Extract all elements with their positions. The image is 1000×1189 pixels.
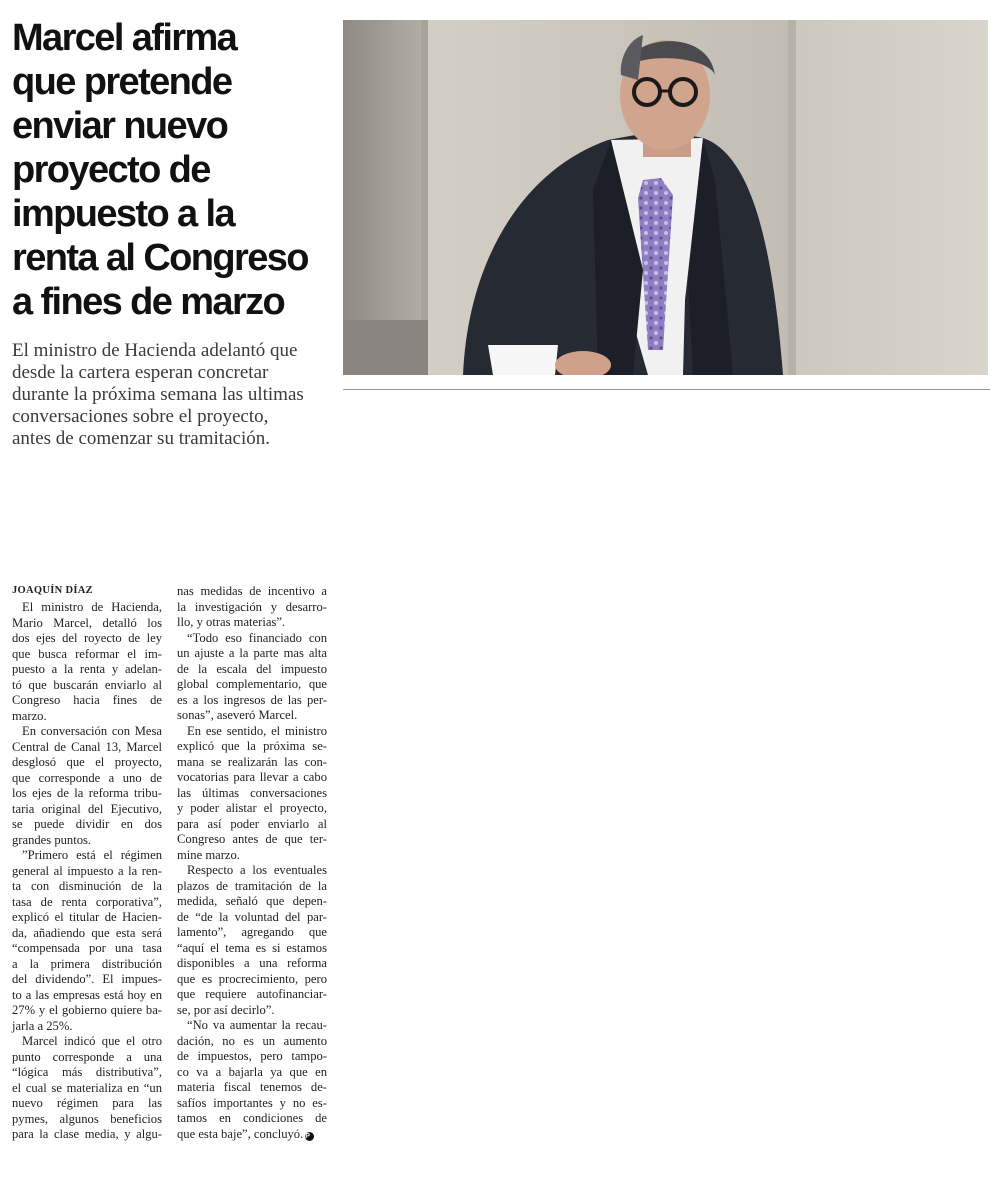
body-line: que busca reformar el im-: [12, 646, 162, 661]
subtitle-line: conversaciones sobre el proyecto,: [12, 406, 269, 427]
body-line: Congreso hacia fines de: [12, 693, 162, 707]
body-line: En ese sentido, el ministro: [187, 723, 327, 738]
body-line: dos ejes del royecto de ley: [12, 631, 162, 645]
body-line: que es procrecimiento, pero: [177, 971, 327, 986]
body-line: sonas”, aseveró Marcel.: [177, 708, 298, 722]
body-line: global complementario, que: [177, 677, 327, 691]
body-column-1: [12, 600, 162, 1143]
body-line: Respecto a los eventuales: [187, 863, 327, 877]
headline-line: proyecto de: [12, 149, 210, 191]
body-line: ”Primero está el régimen: [22, 848, 162, 862]
end-of-article-icon: P: [305, 1132, 314, 1141]
body-line: nas medidas de incentivo a: [177, 584, 327, 598]
body-line: pymes, algunos beneficios: [12, 1111, 162, 1126]
body-line: 27% y el gobierno quiere ba-: [12, 1003, 162, 1017]
body-line: da, añadiendo que esta será: [12, 925, 162, 940]
body-line: es a los ingresos de las per-: [177, 692, 327, 707]
body-line: co va a bajarla ya que en: [177, 1064, 327, 1079]
body-line: medida, señaló que depen-: [177, 894, 327, 908]
body-line: Marcel indicó que el otro: [22, 1034, 162, 1048]
subtitle-line: desde la cartera esperan concretar: [12, 362, 269, 383]
body-line: tó que buscarán enviarlo al: [12, 677, 162, 692]
headline-line: enviar nuevo: [12, 105, 228, 147]
body-line: El ministro de Hacienda,: [22, 600, 162, 614]
body-line: Congreso antes de que ter-: [177, 832, 327, 846]
section-divider: [343, 389, 990, 390]
body-line: jarla a 25%.: [12, 1018, 73, 1033]
body-line: que requiere autofinanciar-: [177, 987, 327, 1001]
body-line: puesto a la renta y adelan-: [12, 662, 162, 676]
headline-line: Marcel afirma: [12, 17, 237, 59]
body-line: se, por así decirlo”.: [177, 1002, 275, 1017]
body-line: para así poder enviarlo al: [177, 816, 327, 831]
body-line: el cual se materializa en “un: [12, 1080, 162, 1095]
body-line: “compensada por una tasa: [12, 941, 162, 955]
body-line: grandes puntos.: [12, 832, 92, 847]
body-line: para la clase media, y algu-: [12, 1127, 162, 1141]
body-line: taria original del Ejecutivo,: [12, 801, 162, 816]
subtitle-line: durante la próxima semana las ultimas: [12, 384, 304, 405]
body-column-2: [177, 584, 327, 1142]
body-line: marzo.: [12, 708, 47, 723]
body-line: to a las empresas está hoy en: [12, 987, 162, 1002]
body-line: vocatorias para llevar a cabo: [177, 770, 327, 784]
body-line: las últimas conversaciones: [177, 785, 327, 800]
body-line: “No va aumentar la recau-: [187, 1018, 327, 1032]
body-line: y poder alistar el proyecto,: [177, 801, 327, 815]
body-line: En conversación con Mesa: [22, 724, 162, 738]
body-line: “Todo eso financiado con: [187, 630, 327, 645]
body-line: mana se realizarán las con-: [177, 754, 327, 769]
body-line: de “de la voluntad del par-: [177, 909, 327, 924]
body-line: “lógica más distributiva”,: [12, 1065, 162, 1079]
body-line: nuevo régimen para las: [12, 1096, 162, 1110]
body-line: general al impuesto a la ren-: [12, 863, 162, 878]
article-photo: [343, 20, 988, 375]
subtitle-line: antes de comenzar su tramitación.: [12, 428, 270, 449]
body-line: plazos de tramitación de la: [177, 878, 327, 893]
headline-line: impuesto a la: [12, 193, 235, 235]
body-line: mine marzo.: [177, 847, 240, 862]
body-line: Mario Marcel, detalló los: [12, 615, 162, 630]
headline-line: renta al Congreso: [12, 237, 308, 279]
body-line: safíos importantes y no es-: [177, 1095, 327, 1110]
body-line: tasa de renta corporativa”,: [12, 894, 162, 909]
body-line: de la escala del impuesto: [177, 661, 327, 676]
body-line: punto corresponde a una: [12, 1049, 162, 1064]
body-line: ta con disminución de la: [12, 879, 162, 893]
body-line: lamento”, agregando que: [177, 925, 327, 939]
body-line: la investigación y desarro-: [177, 599, 327, 614]
body-line: desglosó que el proyecto,: [12, 755, 162, 769]
body-line: explicó que la próxima se-: [177, 739, 327, 753]
body-line: los ejes de la reforma tribu-: [12, 786, 162, 800]
body-line: llo, y otras materias”.: [177, 615, 286, 629]
body-line: disponibles a una reforma: [177, 956, 327, 970]
body-line: de impuestos, pero tampo-: [177, 1049, 327, 1063]
body-line: un ajuste a la parte mas alta: [177, 646, 327, 660]
body-line: “aquí el tema es si estamos: [177, 940, 327, 955]
body-line-final: [177, 1127, 327, 1143]
subtitle: [12, 340, 342, 450]
headline-line: que pretende: [12, 61, 232, 103]
subtitle-line: El ministro de Hacienda adelantó que: [12, 340, 298, 361]
body-line: dación, no es un aumento: [177, 1033, 327, 1048]
body-line: tamos en condiciones de: [177, 1111, 327, 1125]
body-line-text: que esta baje”, concluyó.: [177, 1126, 304, 1141]
headline-line: a fines de marzo: [12, 281, 285, 323]
body-line: Central de Canal 13, Marcel: [12, 739, 162, 754]
body-line: que corresponde a uno de: [12, 770, 162, 785]
body-line: explicó el titular de Hacien-: [12, 910, 162, 924]
byline: JOAQUÍN DÍAZ: [12, 585, 93, 596]
body-line: materia fiscal tenemos de-: [177, 1080, 327, 1094]
body-line: del dividendo”. El impues-: [12, 972, 162, 986]
body-line: a la primera distribución: [12, 956, 162, 971]
body-line: se puede dividir en dos: [12, 817, 162, 831]
headline: [12, 16, 332, 324]
